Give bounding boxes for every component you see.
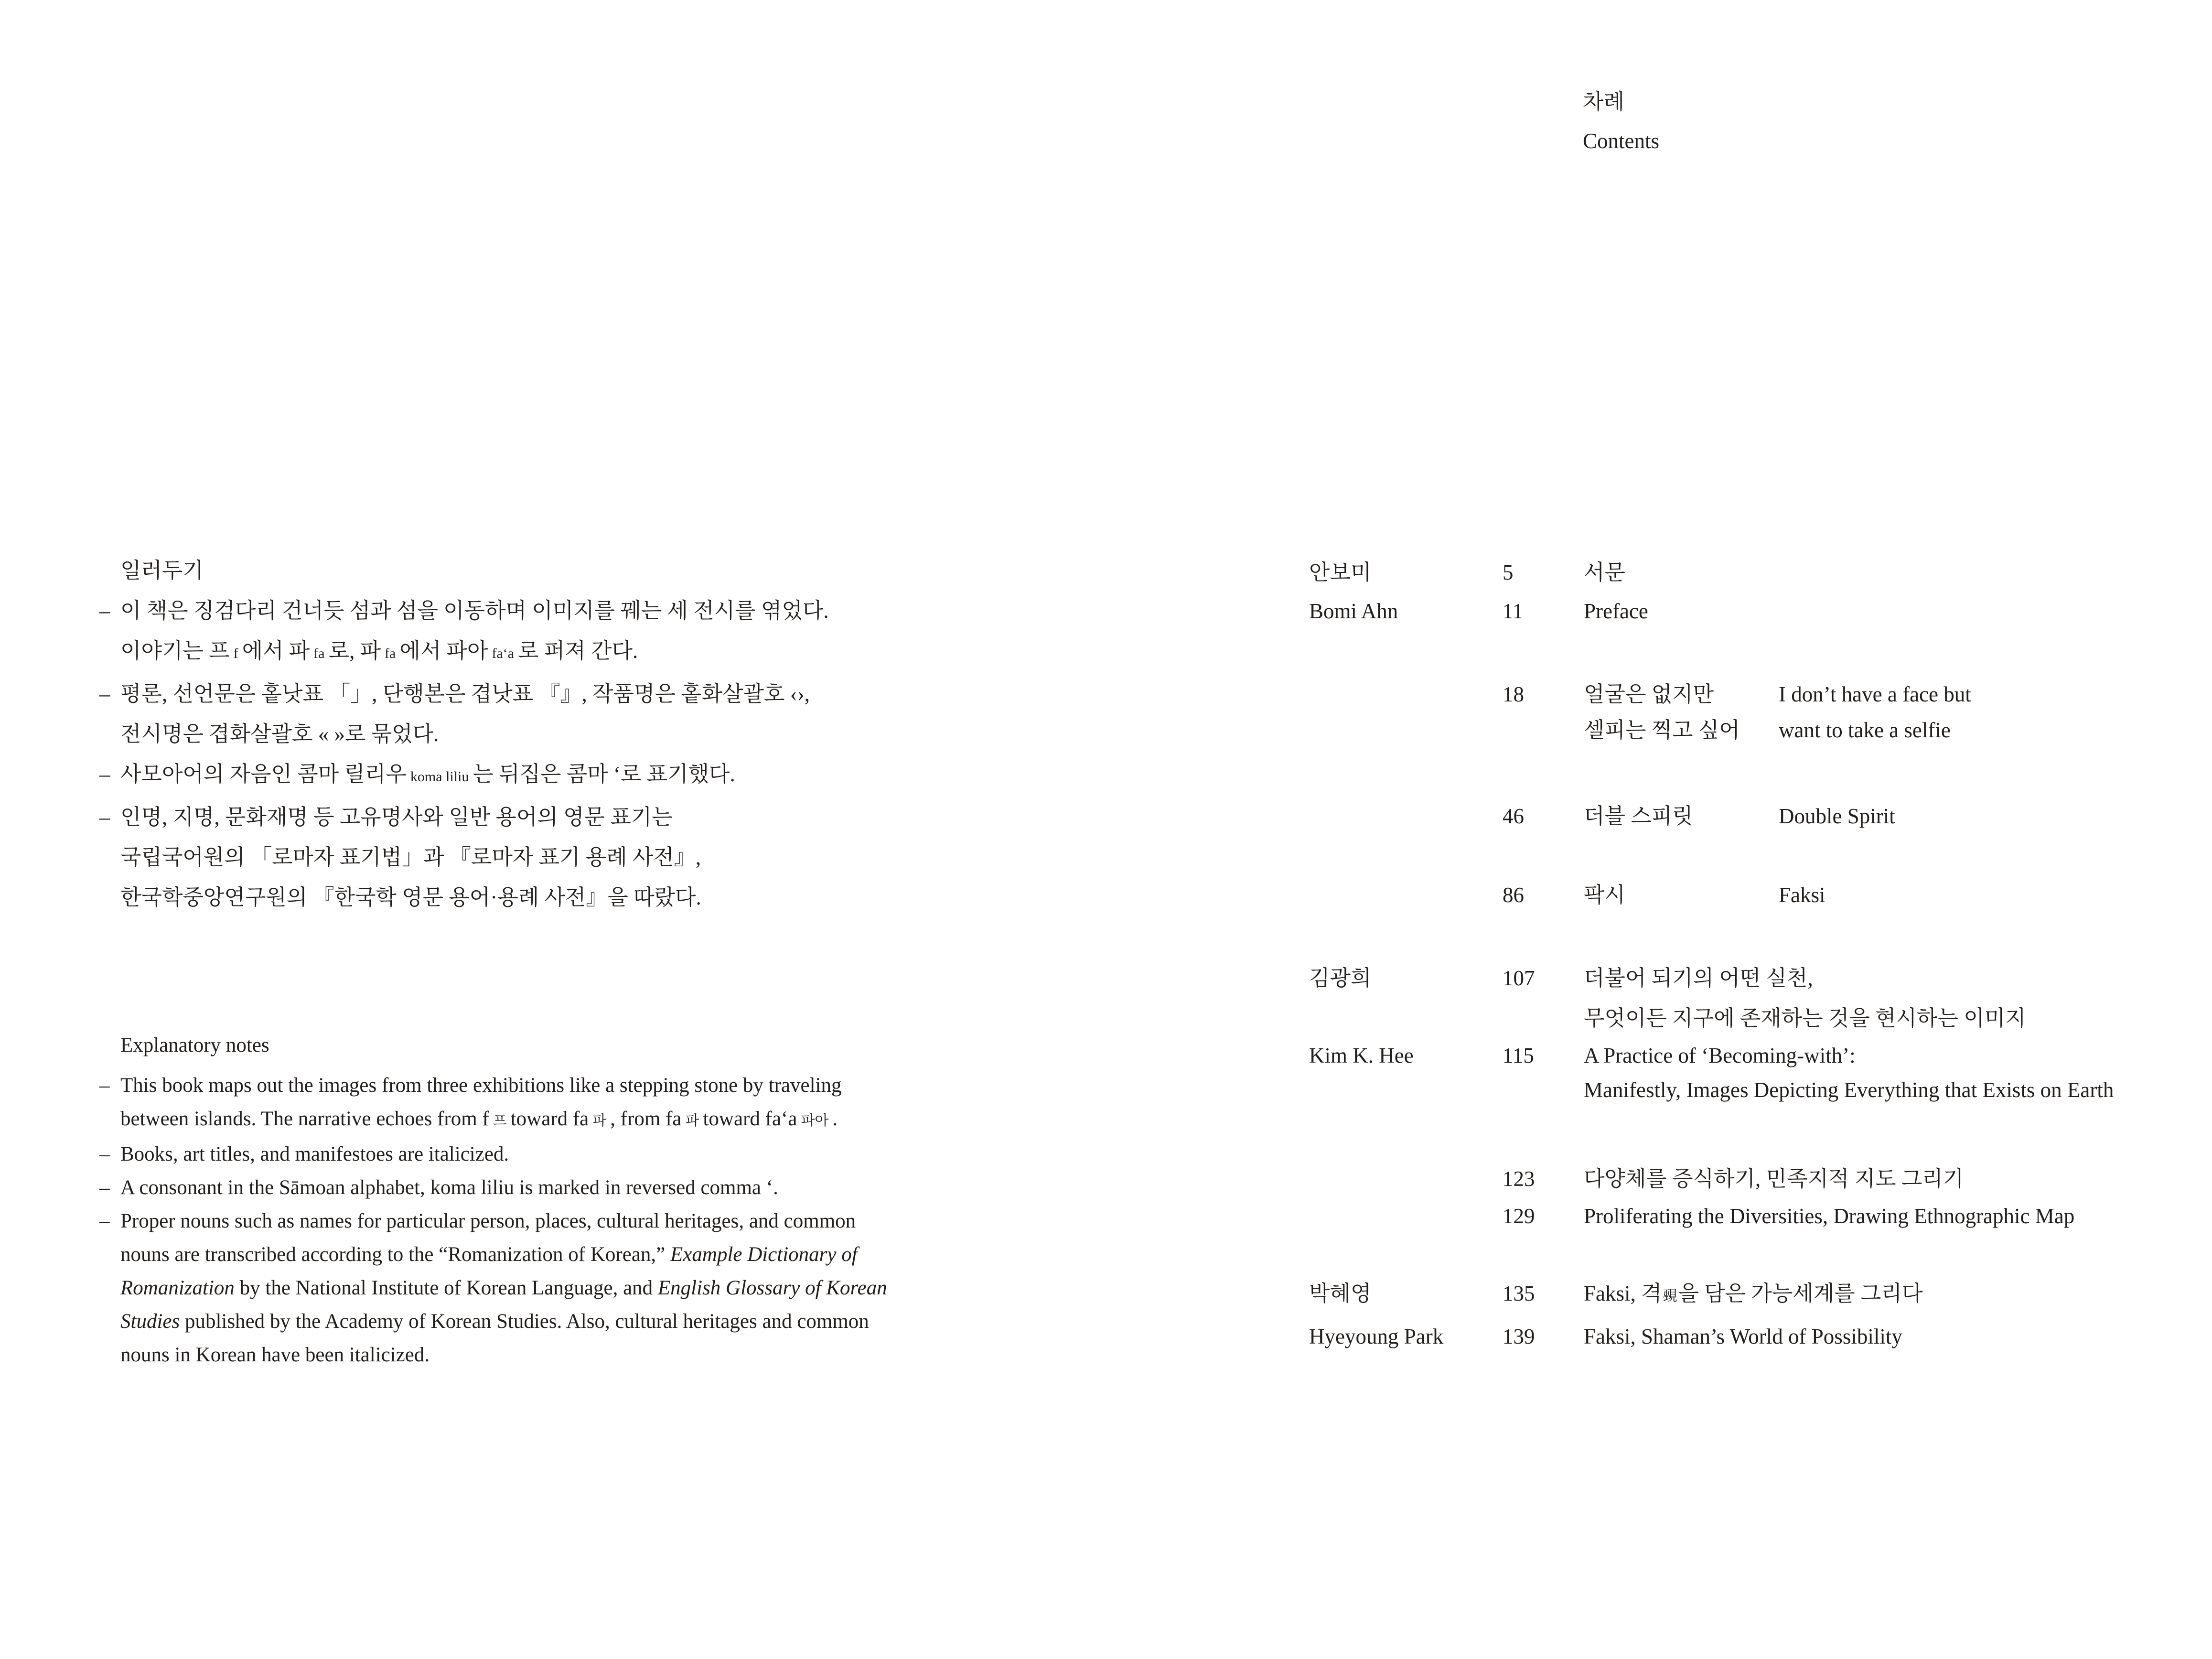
small-gloss: 파 — [685, 1113, 699, 1129]
toc-title — [1584, 1004, 2026, 1033]
text: A Practice of ‘Becoming-with’: — [1584, 1044, 1856, 1067]
text: 서문 — [1584, 560, 1625, 584]
small-gloss: koma liliu — [410, 769, 469, 785]
toc-title — [1584, 716, 1740, 744]
text: 는 뒤집은 콤마 ʻ로 표기했다. — [472, 762, 735, 786]
toc-page-number: 11 — [1503, 599, 1524, 623]
toc-author: Hyeyoung Park — [1309, 1325, 1444, 1348]
toc-author: 김광희 — [1309, 966, 1372, 990]
text: 사모아어의 자음인 콤마 릴리우 — [120, 762, 407, 786]
text: . — [832, 1108, 838, 1130]
text: 이야기는 프 — [120, 639, 230, 663]
italic-text: English Glossary of Korean — [657, 1277, 887, 1299]
text: by the National Institute of Korean Language, and — [234, 1277, 658, 1299]
small-gloss: 프 — [493, 1113, 507, 1129]
text: 로, 파 — [328, 639, 381, 663]
notes-title-english: Explanatory notes — [120, 1034, 269, 1056]
toc-author: 안보미 — [1309, 560, 1372, 584]
bullet-dash-icon: – — [99, 1143, 110, 1165]
text: 에서 파아 — [399, 639, 488, 663]
text: A consonant in the Sāmoan alphabet, koma liliu is marked in reversed comma ʻ. — [120, 1176, 778, 1199]
text: 셀피는 찍고 싶어 — [1584, 718, 1740, 742]
italic-text: Studies — [120, 1310, 180, 1333]
toc-title — [1584, 1076, 2114, 1104]
toc-title — [1584, 558, 1625, 587]
text: 한국학중앙연구원의 『한국학 영문 용어·용례 사전』을 따랐다. — [120, 885, 701, 909]
toc-title — [1584, 680, 1714, 709]
toc-author: Bomi Ahn — [1309, 599, 1398, 623]
bullet-dash-icon: – — [99, 1210, 110, 1232]
toc-author: Kim K. Hee — [1309, 1044, 1414, 1067]
text: 팍시 — [1584, 883, 1625, 907]
text: I don’t have a face but — [1779, 682, 1971, 706]
text: 무엇이든 지구에 존재하는 것을 현시하는 이미지 — [1584, 1006, 2026, 1030]
contents-title-korean: 차례 — [1583, 90, 1624, 114]
toc-title — [1584, 597, 1648, 625]
toc-title — [1584, 1041, 1856, 1070]
small-gloss: 파 — [592, 1113, 607, 1129]
toc-title-translation — [1779, 680, 1971, 709]
text: Proper nouns such as names for particular person, places, cultural heritages, and common — [120, 1210, 856, 1232]
text: 다양체를 증식하기, 민족지적 지도 그리기 — [1584, 1167, 1964, 1191]
text: 이 책은 징검다리 건너듯 섬과 섬을 이동하며 이미지를 꿰는 세 전시를 엮었다. — [120, 599, 829, 623]
text: Proliferating the Diversities, Drawing Ethnographic Map — [1584, 1204, 2075, 1228]
text: 평론, 선언문은 홑낫표 「」, 단행본은 겹낫표 『』, 작품명은 홑화살괄호 ‹›, — [120, 682, 810, 706]
text: toward fa — [510, 1108, 589, 1130]
text: nouns in Korean have been italicized. — [120, 1344, 430, 1366]
toc-page-number: 5 — [1503, 560, 1514, 584]
bullet-dash-icon: – — [99, 682, 110, 706]
text: Faksi, Shaman’s World of Possibility — [1584, 1325, 1902, 1348]
small-gloss: 覡 — [1663, 1288, 1677, 1304]
toc-title-translation — [1779, 716, 1951, 744]
text: Manifestly, Images Depicting Everything that Exists on Earth — [1584, 1078, 2114, 1102]
small-gloss: f — [233, 646, 238, 661]
italic-text: Romanization — [120, 1277, 235, 1299]
text: Preface — [1584, 599, 1648, 623]
bullet-dash-icon: – — [99, 762, 110, 786]
toc-title-translation — [1779, 802, 1895, 830]
toc-title — [1584, 1164, 1964, 1193]
text: This book maps out the images from three exhibitions like a stepping stone by traveling — [120, 1074, 842, 1097]
text: Double Spirit — [1779, 804, 1895, 828]
bullet-dash-icon: – — [99, 1074, 110, 1097]
toc-page-number: 139 — [1503, 1325, 1535, 1348]
toc-page-number: 135 — [1503, 1282, 1535, 1305]
text: 인명, 지명, 문화재명 등 고유명사와 일반 용어의 영문 표기는 — [120, 805, 673, 829]
toc-title — [1584, 802, 1693, 830]
text: 얼굴은 없지만 — [1584, 682, 1714, 706]
bullet-dash-icon: – — [99, 599, 110, 623]
toc-title — [1584, 1279, 1922, 1311]
text: , from fa — [610, 1108, 682, 1130]
toc-title — [1584, 1322, 1902, 1351]
text: 에서 파 — [242, 639, 310, 663]
text: between islands. The narrative echoes from f — [120, 1108, 489, 1130]
small-gloss: fa — [385, 646, 396, 661]
toc-page-number: 18 — [1503, 682, 1524, 706]
italic-text: Example Dictionary of — [670, 1243, 858, 1266]
text: 더블 스피릿 — [1584, 804, 1693, 828]
notes-title-korean: 일러두기 — [120, 559, 204, 582]
toc-title — [1584, 964, 1813, 992]
text: 더불어 되기의 어떤 실천, — [1584, 966, 1813, 990]
small-gloss: 파아 — [801, 1113, 829, 1129]
toc-page-number: 123 — [1503, 1167, 1535, 1191]
toc-page-number: 86 — [1503, 883, 1524, 907]
toc-title — [1584, 881, 1625, 909]
toc-title — [1584, 1202, 2074, 1230]
bullet-dash-icon: – — [99, 1176, 110, 1199]
text: Faksi, 격 — [1584, 1282, 1662, 1305]
toc-page-number: 46 — [1503, 804, 1524, 828]
toc-page-number: 129 — [1503, 1204, 1535, 1228]
toc-author: 박혜영 — [1309, 1282, 1372, 1305]
toc-title-translation — [1779, 881, 1825, 909]
text: 전시명은 겹화살괄호 « »로 묶었다. — [120, 722, 439, 746]
text: published by the Academy of Korean Studies. Also, cultural heritages and common — [180, 1310, 869, 1333]
text: 로 퍼져 간다. — [518, 639, 638, 663]
contents-title-english: Contents — [1583, 129, 1660, 153]
small-gloss: fa — [313, 646, 325, 661]
bullet-dash-icon: – — [99, 805, 110, 829]
text: Books, art titles, and manifestoes are italicized. — [120, 1143, 509, 1165]
text: nouns are transcribed according to the “Romanization of Korean,” — [120, 1243, 671, 1266]
text: toward faʻa — [703, 1108, 797, 1130]
text: 을 담은 가능세계를 그리다 — [1678, 1282, 1923, 1305]
toc-page-number: 107 — [1503, 966, 1535, 990]
text: want to take a selfie — [1779, 718, 1951, 742]
text: Faksi — [1779, 883, 1825, 907]
text: 국립국어원의 「로마자 표기법」과 『로마자 표기 용례 사전』, — [120, 845, 701, 869]
small-gloss: faʻa — [492, 646, 515, 661]
toc-page-number: 115 — [1503, 1044, 1534, 1067]
